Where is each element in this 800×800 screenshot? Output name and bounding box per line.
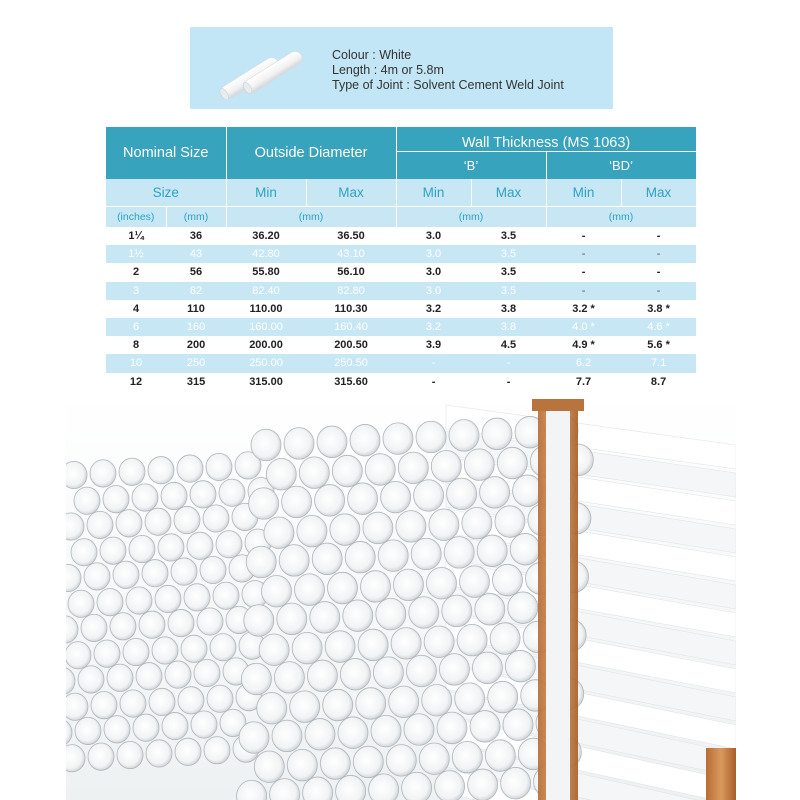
bd-min-header: Min [546, 179, 621, 207]
table-row [106, 282, 696, 300]
nominal-size-header: Nominal Size [106, 127, 226, 179]
product-info-box [190, 27, 613, 109]
pipe-end [132, 484, 158, 511]
pipe-end [88, 743, 114, 770]
bd-min-cell: - [546, 245, 621, 263]
bd-max-cell: 8.7 [650, 375, 667, 388]
pipe-end [348, 483, 378, 515]
pipe-end [419, 743, 449, 775]
table-row [106, 227, 696, 245]
bd-min-cell: 4.9 * [572, 339, 595, 352]
pipe-end [464, 449, 494, 481]
pipe-end [457, 624, 487, 656]
pipe-end [207, 685, 233, 712]
pipe-end [315, 485, 345, 517]
pipe-end [136, 663, 162, 690]
outside-diameter-header: Outside Diameter [226, 127, 396, 179]
pipe-end [495, 506, 525, 538]
wall-thickness-header: Wall Thickness (MS 1063) [396, 127, 696, 152]
pipe-end [219, 479, 245, 506]
od-unit: (mm) [226, 207, 396, 228]
pipe-end [312, 543, 342, 575]
pipe-end [110, 613, 136, 640]
pipe-end [477, 535, 507, 567]
pipe-end [119, 458, 145, 485]
pipe-end [424, 626, 454, 658]
b-min-cell: 3.2 [396, 318, 471, 336]
bd-max-cell: 5.6 * [647, 339, 670, 352]
pipe-end [442, 595, 472, 627]
pipe-end [274, 662, 304, 694]
table-row [106, 318, 696, 336]
pipe-thumbnail-image [210, 43, 310, 99]
mm-unit: (mm) [166, 207, 226, 228]
b-max-cell: 3.5 [471, 282, 546, 300]
pipe-end [307, 660, 337, 692]
pipe-end [505, 650, 535, 682]
pipe-end [508, 592, 538, 624]
joint-line: Type of Joint : Solvent Cement Weld Joint [332, 78, 564, 92]
pipe-end [431, 451, 461, 483]
pipe-end [468, 769, 498, 800]
pipe-end [120, 690, 146, 717]
pipe-end [290, 691, 320, 723]
b-max-cell: - [506, 375, 511, 388]
pipe-end [356, 688, 386, 720]
pipe-end [87, 511, 113, 538]
od-max-cell: 43.10 [306, 245, 396, 263]
pipe-end [381, 481, 411, 512]
pipe-end [126, 587, 152, 614]
pipe-end [470, 711, 500, 743]
pipe-end [411, 538, 441, 570]
pipe-end [350, 424, 380, 456]
pipe-end [259, 634, 289, 666]
bd-max-cell: 3.8 * [647, 302, 670, 315]
bd-min-cell: 4.0 * [546, 318, 621, 336]
inch-cell: 10 [106, 354, 166, 372]
pipe-end [246, 546, 276, 578]
b-min-cell: - [396, 354, 471, 372]
pipe-end [416, 421, 446, 453]
b-min-cell: 3.0 [396, 282, 471, 300]
bd-min-cell: - [546, 282, 621, 300]
pipe-end [435, 771, 465, 800]
pipe-end [345, 541, 375, 573]
pipe-end [244, 605, 274, 637]
pipe-end [113, 561, 139, 588]
pipe-end [292, 632, 322, 664]
b-min-cell: 3.0 [396, 245, 471, 263]
pipe-end [168, 609, 194, 636]
pipe-end [282, 486, 312, 518]
pipe-end [475, 594, 505, 626]
pipe-end [386, 745, 416, 777]
pipe-end [184, 584, 210, 611]
bd-max-header: Max [621, 179, 696, 207]
pipe-end [174, 506, 200, 533]
pipe-end [455, 683, 485, 715]
bd-max-cell: 4.6 * [621, 318, 696, 336]
b-max-cell: 3.5 [500, 266, 517, 279]
pipe-end [284, 428, 314, 460]
od-max-cell: 110.30 [334, 302, 368, 315]
pipe-end [117, 741, 143, 768]
pipe-end [257, 693, 287, 725]
b-max-header: Max [471, 179, 546, 207]
mm-cell: 43 [166, 245, 226, 263]
pipe-end [81, 614, 107, 641]
bd-min-cell: 3.2 * [572, 302, 595, 315]
pipe-end [409, 597, 439, 629]
bd-min-cell: - [581, 266, 586, 279]
pipe-end [158, 534, 184, 561]
pipe-end [422, 685, 452, 717]
pipe-end [383, 423, 413, 455]
pipe-end [340, 658, 370, 690]
pipe-end [297, 515, 327, 547]
mm-cell: 110 [187, 302, 205, 315]
pipe-end [437, 712, 467, 744]
pipe-end [310, 602, 340, 634]
pipe-end [203, 505, 229, 532]
pipe-end [152, 637, 178, 664]
pipe-end [488, 681, 518, 713]
pipe-end [191, 711, 217, 738]
b-max-cell: 3.8 [471, 318, 546, 336]
pipe-end [155, 585, 181, 612]
pipe-end [216, 531, 242, 558]
table-row [106, 245, 696, 263]
pipe-end [391, 628, 421, 660]
pipe-end [402, 772, 432, 800]
inch-cell: 1½ [106, 245, 166, 263]
pipe-end [295, 574, 325, 606]
inch-cell: 4 [132, 302, 140, 315]
size-header: Size [106, 179, 226, 207]
colour-line: Colour : White [332, 48, 412, 62]
pipe-end [299, 457, 329, 489]
pipe-end [78, 666, 104, 693]
pipe-end [287, 749, 317, 781]
pipe-end [165, 661, 191, 688]
pipe-end [71, 539, 97, 566]
pipe-end [272, 720, 302, 752]
product-info-text [332, 48, 564, 93]
mm-cell: 82 [166, 282, 226, 300]
pipe-end [104, 716, 130, 743]
mm-cell: 315 [186, 375, 206, 388]
pipe-end [204, 737, 230, 764]
b-max-cell: 4.5 [500, 339, 517, 352]
od-min-cell: 250.00 [226, 354, 306, 372]
od-min-cell: 160.00 [226, 318, 306, 336]
b-min-header: Min [396, 179, 471, 207]
pipe-end [161, 482, 187, 509]
b-unit: (mm) [396, 207, 546, 228]
pipe-end [353, 746, 383, 778]
pipe-end [427, 568, 457, 600]
pipe-end [266, 459, 296, 491]
pipe-end [343, 600, 373, 632]
od-max-cell: 200.50 [334, 339, 368, 352]
b-max-cell: 3.5 [471, 245, 546, 263]
pipe-end [414, 480, 444, 512]
od-min-header: Min [226, 179, 306, 207]
mm-cell: 160 [166, 318, 226, 336]
pipe-end [338, 717, 368, 749]
pipe-end [197, 608, 223, 635]
pipe-end [249, 488, 279, 520]
pipe-end [210, 634, 236, 661]
pipe-end [145, 508, 171, 535]
pipe-end [325, 631, 355, 663]
pipe-end [482, 418, 512, 450]
mm-cell: 200 [186, 339, 206, 352]
bd-min-cell: 7.7 [575, 375, 592, 388]
pipe-end [439, 654, 469, 686]
bd-unit: (mm) [546, 207, 696, 228]
od-max-cell: 56.10 [337, 266, 365, 279]
pipe-end [317, 426, 347, 458]
pipe-end [142, 560, 168, 587]
pipe-end [373, 657, 403, 689]
b-min-cell: 3.0 [425, 230, 442, 243]
pipe-end [472, 652, 502, 684]
pipe-end [139, 611, 165, 638]
pipe-end [398, 452, 428, 484]
inch-cell: 6 [106, 318, 166, 336]
pipe-end [107, 664, 133, 691]
pipe-end [116, 510, 142, 537]
table-row [106, 373, 696, 391]
pipe-end [493, 564, 523, 596]
od-max-cell: 160.40 [306, 318, 396, 336]
od-min-cell: 200.00 [249, 339, 283, 352]
bd-max-cell: - [621, 245, 696, 263]
pipe-end [97, 589, 123, 616]
pipe-end [480, 477, 510, 509]
pipe-end [363, 512, 393, 544]
pipe-end [305, 719, 335, 751]
pipe-end [123, 638, 149, 665]
inch-cell: 1¼ [128, 230, 144, 243]
pipe-end [406, 655, 436, 687]
pipe-end [485, 740, 515, 772]
od-min-cell: 36.20 [252, 230, 280, 243]
b-max-cell: 3.8 [500, 302, 517, 315]
pipe-end [444, 537, 474, 569]
od-min-cell: 110.00 [249, 302, 283, 315]
pipe-end [146, 740, 172, 767]
pipe-end [181, 635, 207, 662]
od-max-cell: 36.50 [337, 230, 365, 243]
pipe-end [241, 663, 271, 695]
pipe-end [100, 537, 126, 564]
pipe-end [264, 517, 294, 549]
od-min-cell: 82.40 [226, 282, 306, 300]
pipe-end [452, 741, 482, 773]
inch-cell: 3 [106, 282, 166, 300]
pipe-end [378, 540, 408, 572]
pipe-end [510, 533, 540, 565]
pipe-end [94, 640, 120, 667]
pipe-end [277, 603, 307, 635]
table-row [106, 336, 696, 354]
pipe-end [148, 457, 174, 484]
pipe-end [447, 478, 477, 510]
od-max-cell: 82.80 [306, 282, 396, 300]
inch-cell: 2 [132, 266, 140, 279]
mm-cell: 56 [189, 266, 203, 279]
bd-min-cell: - [581, 230, 586, 243]
pipe-end [497, 447, 527, 479]
pipe-end [75, 717, 101, 744]
pipe-end [171, 558, 197, 585]
pipe-end [213, 582, 239, 609]
pipe-end [389, 686, 419, 718]
pipe-end [320, 748, 350, 780]
pipe-end [330, 514, 360, 546]
pipe-end [371, 715, 401, 747]
pipe-end [175, 738, 201, 765]
pipe-end [501, 767, 531, 799]
b-min-cell: 3.2 [425, 302, 442, 315]
pipe-end [376, 598, 406, 630]
pipe-end [328, 572, 358, 604]
pipe-end [190, 481, 216, 508]
pipe-end [251, 429, 281, 461]
pipe-end [187, 532, 213, 559]
pipe-end [149, 688, 175, 715]
stacked-pipes-photo [66, 393, 736, 800]
b-max-cell: 3.5 [500, 230, 517, 243]
bd-max-cell: - [621, 282, 696, 300]
od-max-header: Max [306, 179, 396, 207]
pipe-end [323, 689, 353, 721]
pipe-end [396, 511, 426, 542]
pipe-end [177, 455, 203, 482]
inch-cell: 8 [132, 339, 140, 352]
od-max-cell: 250.50 [306, 354, 396, 372]
pipe-end [239, 722, 269, 754]
pipe-end [68, 590, 94, 617]
pipe-end [90, 460, 116, 487]
inches-unit: (inches) [106, 207, 166, 228]
bd-max-cell: - [656, 230, 661, 243]
length-line: Length : 4m or 5.8m [332, 63, 444, 77]
pipe-end [429, 509, 459, 541]
pipe-end [206, 453, 232, 480]
pipe-end [279, 545, 309, 577]
pipe-end [462, 507, 492, 539]
pipe-end [66, 642, 91, 669]
pipe-end [460, 566, 490, 598]
pipe-end [365, 454, 395, 486]
pipe-end [194, 659, 220, 686]
bd-max-cell: 7.1 [621, 354, 696, 372]
od-min-cell: 42.80 [226, 245, 306, 263]
pipe-end [133, 714, 159, 741]
mm-cell: 250 [166, 354, 226, 372]
pipe-end [84, 563, 110, 590]
pipe-end [490, 623, 520, 655]
b-max-cell: - [471, 354, 546, 372]
pipe-end [358, 629, 388, 661]
pipe-end [91, 692, 117, 719]
table-row [106, 300, 696, 318]
mm-cell: 36 [189, 230, 203, 243]
bd-max-cell: - [656, 266, 661, 279]
pipe-end [332, 455, 362, 487]
pipe-end [129, 535, 155, 562]
pipe-end [262, 576, 292, 608]
pipe-end [200, 556, 226, 583]
pipe-end [103, 486, 129, 513]
pipe-end [162, 712, 188, 739]
pipe-end [74, 487, 100, 514]
b-min-cell: 3.9 [425, 339, 442, 352]
pipe-end [503, 709, 533, 741]
inch-cell: 12 [129, 375, 143, 388]
pipe-end [66, 693, 88, 720]
pipe-end [449, 420, 479, 452]
od-max-cell: 315.60 [334, 375, 368, 388]
pipe-end [394, 569, 424, 601]
table-row [106, 354, 696, 372]
pipe-end [361, 571, 391, 603]
b-min-cell: - [431, 375, 436, 388]
od-min-cell: 315.00 [249, 375, 283, 388]
class-bd-header: ‘BD’ [546, 152, 696, 179]
pipe-end [254, 751, 284, 783]
bd-min-cell: 6.2 [546, 354, 621, 372]
class-b-header: ‘B’ [396, 152, 546, 179]
od-min-cell: 55.80 [252, 266, 280, 279]
pipe-end [404, 714, 434, 746]
pipe-spec-table [106, 127, 697, 391]
table-row [106, 263, 696, 281]
b-min-cell: 3.0 [425, 266, 442, 279]
pipe-end [178, 687, 204, 714]
